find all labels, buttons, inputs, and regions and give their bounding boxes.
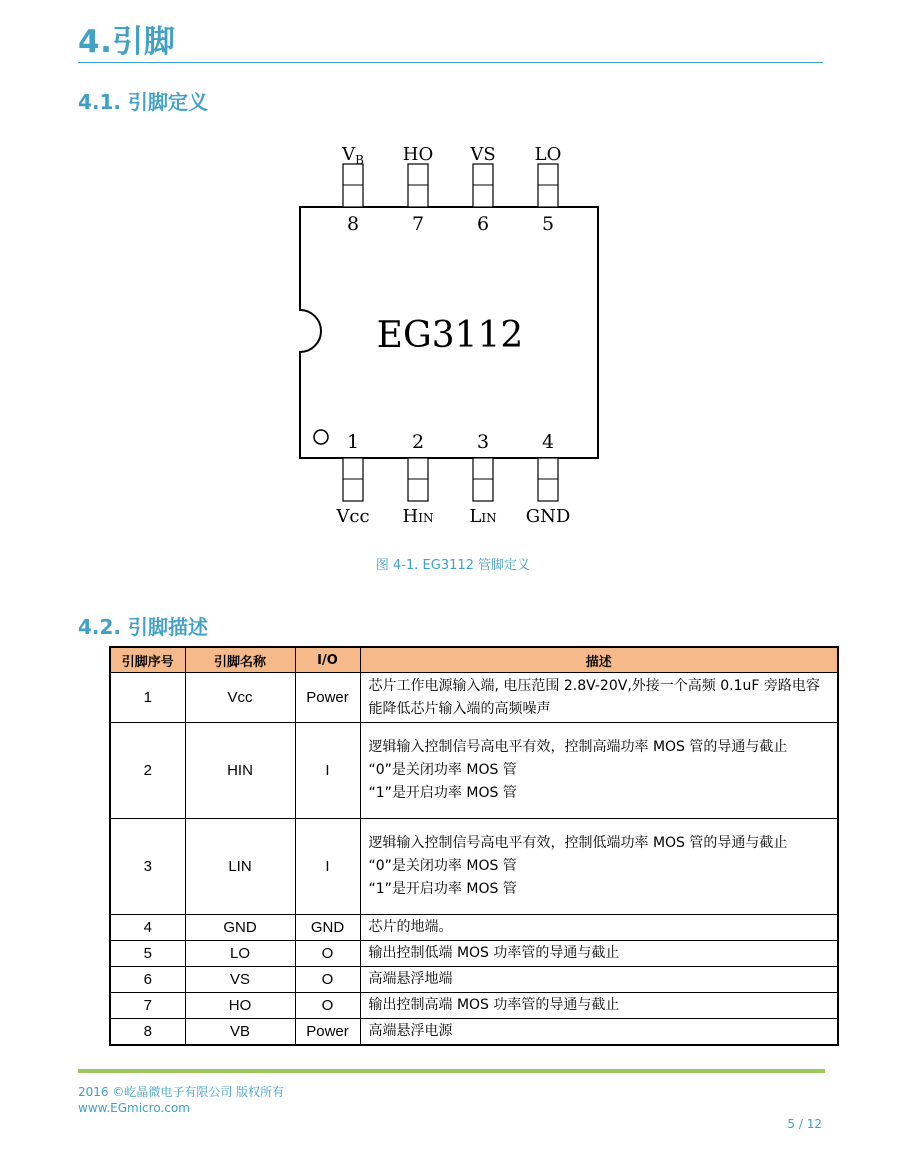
footer-website: www.EGmicro.com (78, 1101, 190, 1115)
pin-description-cell (360, 673, 838, 723)
table-row (110, 941, 838, 967)
header-pin-number: 引脚序号 (110, 647, 185, 673)
pin-number-cell: 7 (110, 993, 185, 1019)
pin-description-cell (360, 819, 838, 915)
pin-number: 3 (476, 431, 490, 453)
pin-io-cell: I (295, 723, 360, 819)
section-heading-pin-description (78, 611, 208, 640)
heading-number: 4. (78, 24, 113, 60)
pin-label: $V_B$ (342, 144, 364, 167)
pin-label-subscript: IN (418, 511, 434, 525)
description-line: 逻辑输入控制信号高电平有效，控制低端功率 MOS 管的导通与截止 (368, 835, 788, 851)
pin-label-subscript: IN (481, 511, 497, 525)
description-line: 输出控制高端 MOS 功率管的导通与截止 (368, 997, 620, 1013)
pin-number-cell: 2 (110, 723, 185, 819)
pin-label: VS (470, 144, 496, 165)
header-description: 描述 (360, 647, 838, 673)
pin-label: Vcc (336, 506, 370, 527)
heading-title: 引脚 (112, 24, 176, 60)
pin-io-cell: Power (295, 673, 360, 723)
table-row (110, 967, 838, 993)
description-line: 输出控制低端 MOS 功率管的导通与截止 (368, 945, 620, 961)
pin-io-cell: I (295, 819, 360, 915)
pin-label-subscript: B (355, 153, 364, 167)
description-line: 逻辑输入控制信号高电平有效，控制高端功率 MOS 管的导通与截止 (368, 739, 788, 755)
page-number: 5 / 12 (787, 1117, 822, 1131)
section-title: 引脚定义 (128, 90, 208, 114)
pin-number-cell: 5 (110, 941, 185, 967)
pin-number-cell: 6 (110, 967, 185, 993)
footer-copyright: 2016 ©屹晶微电子有限公司 版权所有 (78, 1085, 285, 1099)
description-line: 芯片工作电源输入端, 电压范围 2.8V-20V,外接一个高频 0.1uF 旁路电容能降低芯片输入端的高频噪声 (368, 677, 820, 717)
pin-number: 7 (411, 213, 425, 235)
description-line: “1”是开启功率 MOS 管 (368, 785, 517, 801)
chip-name: EG3112 (376, 315, 524, 356)
pin-label: HO (402, 144, 434, 165)
header-io: I/O (295, 647, 360, 673)
table-row (110, 915, 838, 941)
pin-name-cell: Vcc (185, 673, 295, 723)
pin-number: 2 (411, 431, 425, 453)
description-line: 高端悬浮地端 (368, 971, 453, 987)
pin-number: 6 (476, 213, 490, 235)
figure-caption: 图 4-1. EG3112 管脚定义 (375, 558, 531, 573)
pin-label: LO (534, 144, 562, 165)
pin-number-cell: 4 (110, 915, 185, 941)
section-title: 引脚描述 (128, 615, 208, 639)
pin-name-cell: GND (185, 915, 295, 941)
pin-name-cell: LIN (185, 819, 295, 915)
pin-label: LIN (469, 506, 497, 527)
page-heading (78, 16, 175, 61)
table-row (110, 1019, 838, 1046)
pin-number: 4 (541, 431, 555, 453)
pin-description-cell (360, 723, 838, 819)
pin-label: GND (525, 506, 571, 527)
pin-description-cell (360, 941, 838, 967)
heading-rule (78, 62, 823, 63)
description-line: 芯片的地端。 (368, 919, 453, 935)
pin-io-cell: Power (295, 1019, 360, 1046)
pin-name-cell: LO (185, 941, 295, 967)
pin-description-cell (360, 967, 838, 993)
pin-number-cell: 8 (110, 1019, 185, 1046)
pin-number-cell: 1 (110, 673, 185, 723)
section-number: 4.2. (78, 615, 122, 639)
pin-description-cell (360, 993, 838, 1019)
pin-name-cell: HIN (185, 723, 295, 819)
section-number: 4.1. (78, 90, 122, 114)
pin-number-cell: 3 (110, 819, 185, 915)
pin-io-cell: O (295, 993, 360, 1019)
pin-description-cell (360, 915, 838, 941)
pin-name-cell: HO (185, 993, 295, 1019)
description-line: 高端悬浮电源 (368, 1023, 453, 1039)
footer-rule (78, 1069, 825, 1073)
pin-name-cell: VS (185, 967, 295, 993)
section-heading-pin-definition (78, 86, 208, 115)
table-header-row (110, 647, 838, 673)
description-line: “1”是开启功率 MOS 管 (368, 881, 517, 897)
pin-name-cell: VB (185, 1019, 295, 1046)
pin-number: 1 (346, 431, 360, 453)
table-row (110, 993, 838, 1019)
pin-io-cell: O (295, 967, 360, 993)
pin-number: 5 (541, 213, 555, 235)
table-row (110, 723, 838, 819)
header-pin-name: 引脚名称 (185, 647, 295, 673)
pin-description-table (109, 646, 839, 1046)
pin-description-cell (360, 1019, 838, 1046)
description-line: “0”是关闭功率 MOS 管 (368, 762, 517, 778)
pin-label: HIN (402, 506, 434, 527)
pin-io-cell: O (295, 941, 360, 967)
table-row (110, 819, 838, 915)
pin-io-cell: GND (295, 915, 360, 941)
table-row (110, 673, 838, 723)
pin-number: 8 (346, 213, 360, 235)
ic-pinout-diagram (290, 140, 610, 535)
description-line: “0”是关闭功率 MOS 管 (368, 858, 517, 874)
